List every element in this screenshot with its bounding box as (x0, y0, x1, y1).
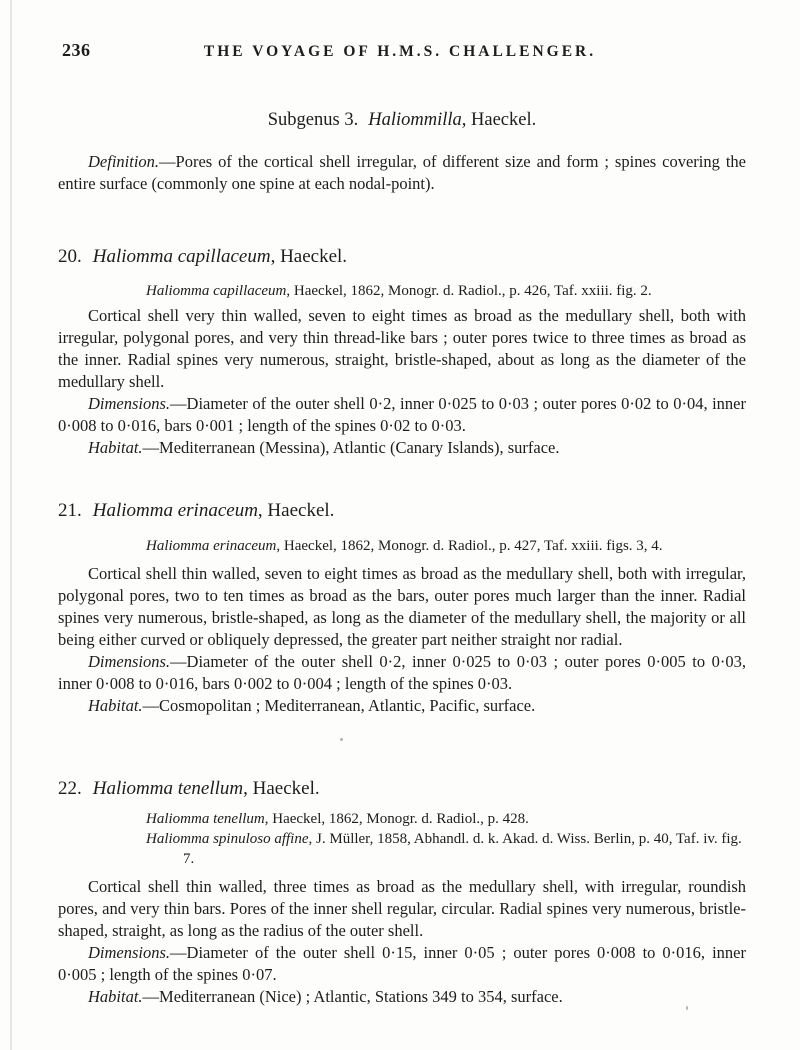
habitat-label: Habitat. (88, 438, 143, 457)
definition-text: —Pores of the cortical shell irregular, of different size and form ; spines covering the entire surface (commonly one spine at each nodal-point). (58, 152, 746, 193)
species-name: Haliomma capillaceum (92, 246, 271, 267)
scan-speck (686, 1006, 688, 1010)
dimensions-text: —Diameter of the outer shell 0·15, inner 0·05 ; outer pores 0·008 to 0·016, inner 0·005 ; length of the spines 0·07. (58, 943, 746, 984)
habitat-label: Habitat. (88, 696, 143, 715)
synonymy-citation: , Haeckel, 1862, Monogr. d. Radiol., p. 428. (264, 811, 529, 827)
subgenus-heading (58, 110, 746, 131)
synonymy-citation: , Haeckel, 1862, Monogr. d. Radiol., p. 426, Taf. xxiii. fig. 2. (286, 283, 652, 299)
synonymy-species-name: Haliomma tenellum (146, 811, 265, 827)
synonymy-block-22 (58, 809, 746, 869)
dimensions-label: Dimensions. (88, 394, 171, 413)
species-description: Cortical shell thin walled, seven to eight times as broad as the medullary shell, both with irregular, polygonal pores, two to ten times as broad as the bars, outer pores much larger than the inner. Radial spines very numerous, bristle-shaped, as long as the diameter of the medullary shell, the majority or all being either curved or obliquely depressed, the greater part neither straight nor radial. (58, 564, 746, 649)
species-habitat (58, 695, 746, 717)
scan-gutter-line (10, 0, 12, 1050)
synonymy-citation: , Haeckel, 1862, Monogr. d. Radiol., p. 427, Taf. xxiii. figs. 3, 4. (276, 538, 663, 554)
species-dimensions (58, 393, 746, 437)
running-header: THE VOYAGE OF H.M.S. CHALLENGER. (203, 43, 597, 60)
habitat-text: —Cosmopolitan ; Mediterranean, Atlantic, Pacific, surface. (142, 696, 536, 715)
synonymy-species-name: Haliomma capillaceum (146, 283, 287, 299)
synonymy-species-name: Haliomma erinaceum (146, 538, 277, 554)
species-author: , Haeckel. (257, 500, 335, 521)
synonymy-line (58, 809, 746, 829)
subgenus-prefix: Subgenus 3. (267, 110, 359, 130)
synonymy-citation: , J. Müller, 1858, Abhandl. d. k. Akad. d. Wiss. Berlin, p. 40, Taf. iv. fig. 7. (183, 831, 742, 867)
synonymy-line (58, 829, 746, 869)
synonymy-block-21 (58, 536, 746, 556)
scan-speck (340, 738, 343, 741)
species-heading-20 (58, 246, 746, 268)
species-number: 21. (58, 500, 82, 521)
habitat-text: —Mediterranean (Nice) ; Atlantic, Stations 349 to 354, surface. (142, 987, 563, 1006)
species-habitat (58, 437, 746, 459)
subgenus-name: Haliommilla (368, 110, 462, 130)
species-dimensions (58, 651, 746, 695)
species-author: , Haeckel. (243, 778, 320, 799)
synonymy-line (58, 536, 746, 556)
species-body-20 (58, 305, 746, 459)
species-name: Haliomma tenellum (92, 778, 244, 799)
species-name: Haliomma erinaceum (92, 500, 258, 521)
synonymy-line (58, 281, 746, 301)
species-number: 20. (58, 246, 82, 267)
habitat-text: —Mediterranean (Messina), Atlantic (Canary Islands), surface. (142, 438, 560, 457)
subgenus-definition (58, 151, 746, 195)
species-habitat (58, 986, 746, 1008)
subgenus-author: , Haeckel. (461, 110, 537, 130)
dimensions-text: —Diameter of the outer shell 0·2, inner 0·025 to 0·03 ; outer pores 0·02 to 0·04, inner 0·008 to 0·016, bars 0·001 ; length of the spines 0·02 to 0·03. (58, 394, 746, 435)
species-body-22 (58, 876, 746, 1008)
dimensions-label: Dimensions. (88, 652, 171, 671)
definition-label: Definition. (88, 152, 160, 171)
habitat-label: Habitat. (88, 987, 143, 1006)
page-number: 236 (62, 40, 91, 60)
synonymy-species-name: Haliomma spinuloso affine (146, 831, 309, 847)
species-description: Cortical shell very thin walled, seven to eight times as broad as the medullary shell, both with irregular, polygonal pores, and very thin thread-like bars ; outer pores twice to three times as broad as the inner. Radial spines very numerous, straight, bristle-shaped, about as long as the diameter of the medullary shell. (58, 306, 746, 391)
dimensions-text: —Diameter of the outer shell 0·2, inner 0·025 to 0·03 ; outer pores 0·005 to 0·03, inner 0·008 to 0·016, bars 0·002 to 0·004 ; length of the spines 0·03. (58, 652, 746, 693)
species-description: Cortical shell thin walled, three times as broad as the medullary shell, with irregular, roundish pores, and very thin bars. Pores of the inner shell regular, circular. Radial spines very numerous, bristle-shaped, straight, as long as the radius of the outer shell. (58, 877, 746, 940)
species-heading-21 (58, 500, 746, 522)
species-dimensions (58, 942, 746, 986)
dimensions-label: Dimensions. (88, 943, 171, 962)
species-body-21 (58, 563, 746, 717)
species-number: 22. (58, 778, 82, 799)
species-heading-22 (58, 778, 746, 800)
species-author: , Haeckel. (270, 246, 348, 267)
synonymy-block-20 (58, 281, 746, 301)
